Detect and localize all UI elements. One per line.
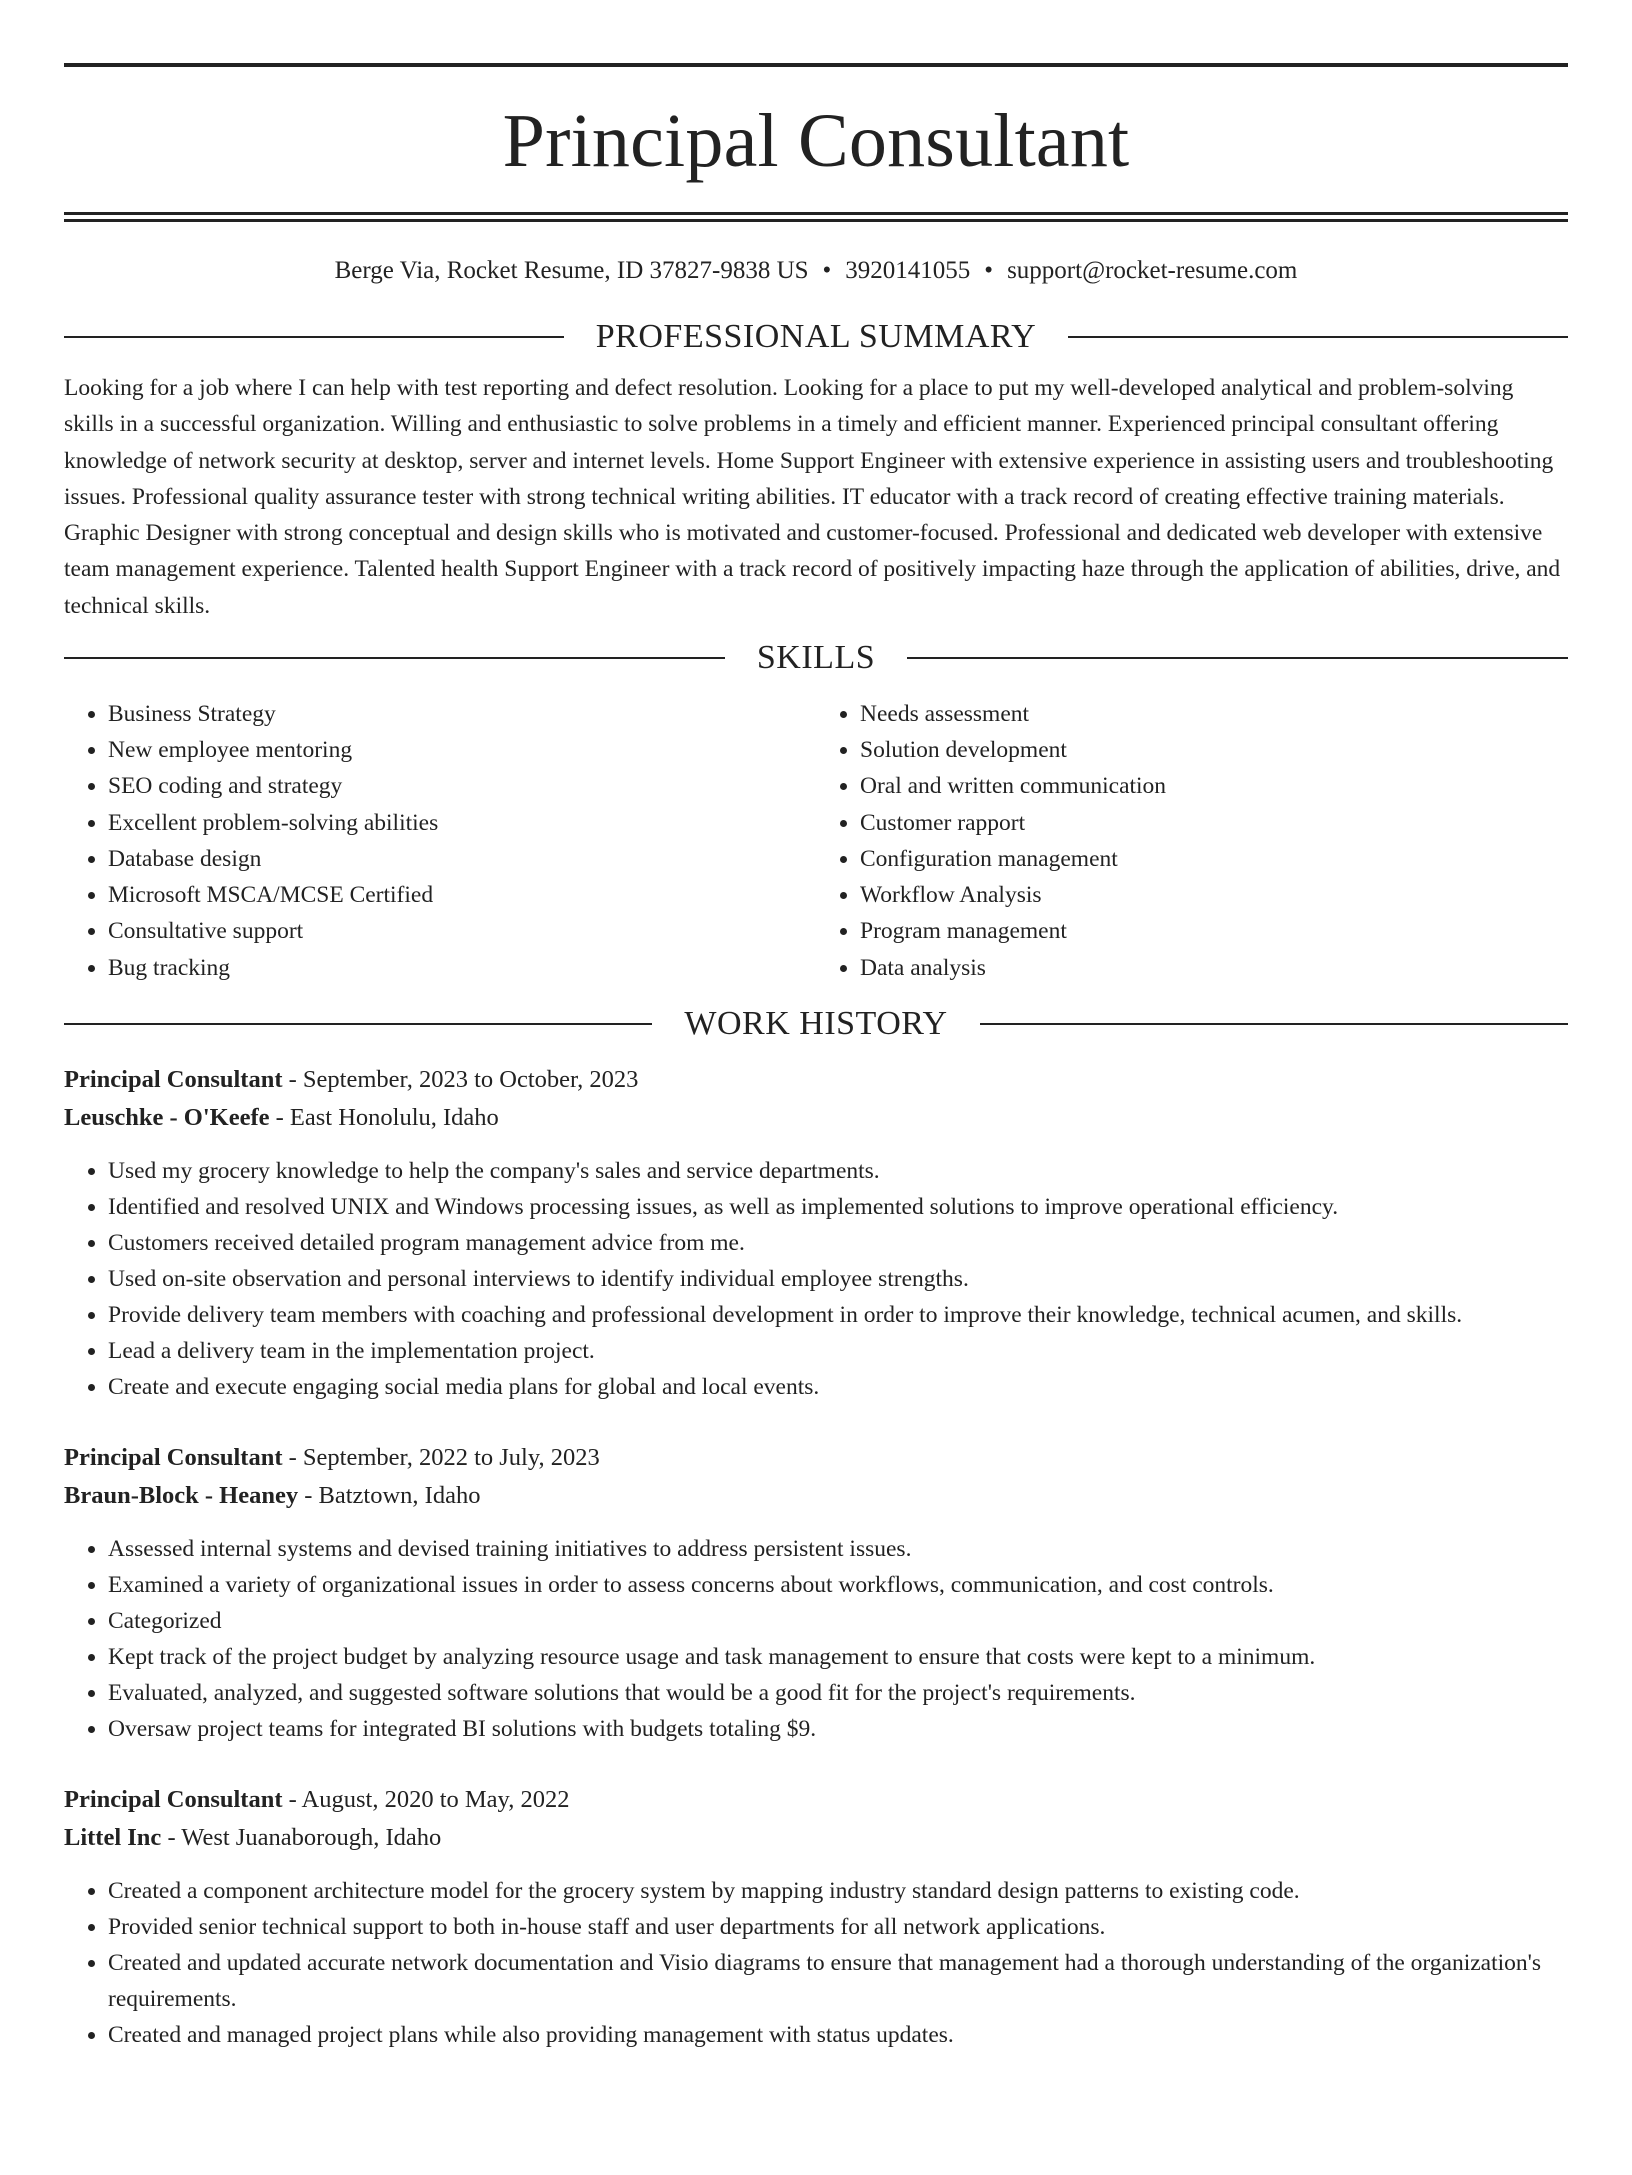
job-bullet: • Customers received detailed program management advice from me. (108, 1225, 1568, 1261)
job-location: - West Juanaborough, Idaho (161, 1823, 442, 1851)
job-company: Littel Inc (64, 1823, 162, 1851)
section-rule (64, 1023, 652, 1025)
job-bullets (64, 1531, 1568, 1747)
job-bullet: • Used on-site observation and personal interviews to identify individual employee strengths. (108, 1261, 1568, 1297)
summary-section-title: PROFESSIONAL SUMMARY (595, 318, 1037, 355)
work-section-title: WORK HISTORY (684, 1004, 948, 1042)
contact-separator: • (984, 257, 994, 284)
skills-column-right (816, 696, 1568, 986)
skill-item: • Business Strategy (108, 696, 816, 732)
job-bullet: • Provided senior technical support to both in-house staff and user departments for all network applications. (108, 1909, 1568, 1945)
section-rule (907, 657, 1568, 659)
job-location: - East Honolulu, Idaho (269, 1103, 499, 1131)
resume-page (0, 63, 1632, 2175)
job-dates: - August, 2020 to May, 2022 (282, 1785, 570, 1813)
summary-section-header (64, 317, 1568, 357)
skill-item: • Configuration management (860, 841, 1568, 877)
section-rule (64, 336, 564, 338)
skill-item: • New employee mentoring (108, 732, 816, 768)
skill-item: • Microsoft MSCA/MCSE Certified (108, 877, 816, 913)
job-company-line (64, 1819, 1568, 1857)
job-bullet: • Created a component architecture model for the grocery system by mapping industry standard design patterns to existing code. (108, 1873, 1568, 1909)
contact-address: Berge Via, Rocket Resume, ID 37827-9838 US (334, 257, 809, 284)
job-bullet: • Evaluated, analyzed, and suggested software solutions that would be a good fit for the project's requirements. (108, 1675, 1568, 1711)
work-section-header (64, 1004, 1568, 1044)
job-dates: - September, 2022 to July, 2023 (282, 1443, 600, 1471)
skill-item: • Consultative support (108, 913, 816, 949)
job-entry (64, 1781, 1568, 2053)
skill-item: • Bug tracking (108, 950, 816, 986)
job-bullet: • Created and updated accurate network documentation and Visio diagrams to ensure that management had a thorough understanding of the organization's requirements. (108, 1945, 1568, 2017)
skill-item: • Solution development (860, 732, 1568, 768)
job-bullets (64, 1873, 1568, 2053)
summary-text: Looking for a job where I can help with test reporting and defect resolution. Looking for a place to put my well-developed analytical and problem-solving skills in a successful organization. Willing and enthusiastic to solve problems in a timely and efficient manner. Experienced principal consultant offering knowledge of network security at desktop, server and internet levels. Home Support Engineer with extensive experience in assisting users and troubleshooting issues. Professional quality assurance tester with strong technical writing abilities. IT educator with a track record of creating effective training materials. Graphic Designer with strong conceptual and design skills who is motivated and customer-focused. Professional and dedicated web developer with extensive team management experience. Talented health Support Engineer with a track record of positively impacting haze through the application of abilities, drive, and technical skills. (64, 375, 1561, 619)
job-title-line (64, 1061, 1568, 1099)
skill-item: • Database design (108, 841, 816, 877)
job-bullet: • Assessed internal systems and devised training initiatives to address persistent issues. (108, 1531, 1568, 1567)
resume-name: Principal Consultant (502, 99, 1130, 183)
contact-email: support@rocket-resume.com (1007, 257, 1298, 284)
skill-item: • SEO coding and strategy (108, 768, 816, 804)
job-company: Braun-Block - Heaney (64, 1481, 299, 1509)
job-bullet: • Lead a delivery team in the implementation project. (108, 1333, 1568, 1369)
skill-item: • Oral and written communication (860, 768, 1568, 804)
job-dates: - September, 2023 to October, 2023 (282, 1065, 639, 1093)
contact-phone: 3920141055 (845, 257, 971, 284)
skill-item: • Program management (860, 913, 1568, 949)
job-title-line (64, 1781, 1568, 1819)
section-rule (64, 657, 725, 659)
job-bullet: • Create and execute engaging social media plans for global and local events. (108, 1369, 1568, 1405)
skills-column-left (64, 696, 816, 986)
job-entry (64, 1061, 1568, 1405)
job-title-line (64, 1439, 1568, 1477)
skill-item: • Customer rapport (860, 805, 1568, 841)
section-rule (980, 1023, 1568, 1025)
skills-section-header (64, 638, 1568, 678)
contact-separator: • (822, 257, 832, 284)
job-location: - Batztown, Idaho (298, 1481, 481, 1509)
job-company-line (64, 1477, 1568, 1515)
skill-item: • Data analysis (860, 950, 1568, 986)
job-title: Principal Consultant (64, 1443, 283, 1471)
contact-line (64, 256, 1568, 286)
skill-item: • Workflow Analysis (860, 877, 1568, 913)
job-bullet: • Categorized (108, 1603, 1568, 1639)
job-company: Leuschke - O'Keefe (64, 1103, 270, 1131)
top-rule (64, 63, 1568, 67)
skill-item: • Needs assessment (860, 696, 1568, 732)
job-bullet: • Oversaw project teams for integrated BI solutions with budgets totaling $9. (108, 1711, 1568, 1747)
job-title: Principal Consultant (64, 1065, 283, 1093)
job-bullet: • Created and managed project plans while also providing management with status updates. (108, 2017, 1568, 2053)
job-bullet: • Kept track of the project budget by analyzing resource usage and task management to ensure that costs were kept to a minimum. (108, 1639, 1568, 1675)
skills-list (64, 696, 1568, 986)
job-title: Principal Consultant (64, 1785, 283, 1813)
job-bullet: • Used my grocery knowledge to help the company's sales and service departments. (108, 1153, 1568, 1189)
job-entry (64, 1439, 1568, 1747)
job-bullets (64, 1153, 1568, 1405)
job-bullet: • Provide delivery team members with coaching and professional development in order to improve their knowledge, technical acumen, and skills. (108, 1297, 1568, 1333)
double-rule (64, 212, 1568, 222)
job-bullet: • Identified and resolved UNIX and Windows processing issues, as well as implemented solutions to improve operational efficiency. (108, 1189, 1568, 1225)
job-company-line (64, 1099, 1568, 1137)
job-bullet: • Examined a variety of organizational issues in order to assess concerns about workflows, communication, and cost controls. (108, 1567, 1568, 1603)
section-rule (1068, 336, 1568, 338)
skills-section-title: SKILLS (756, 639, 876, 677)
skill-item: • Excellent problem-solving abilities (108, 805, 816, 841)
